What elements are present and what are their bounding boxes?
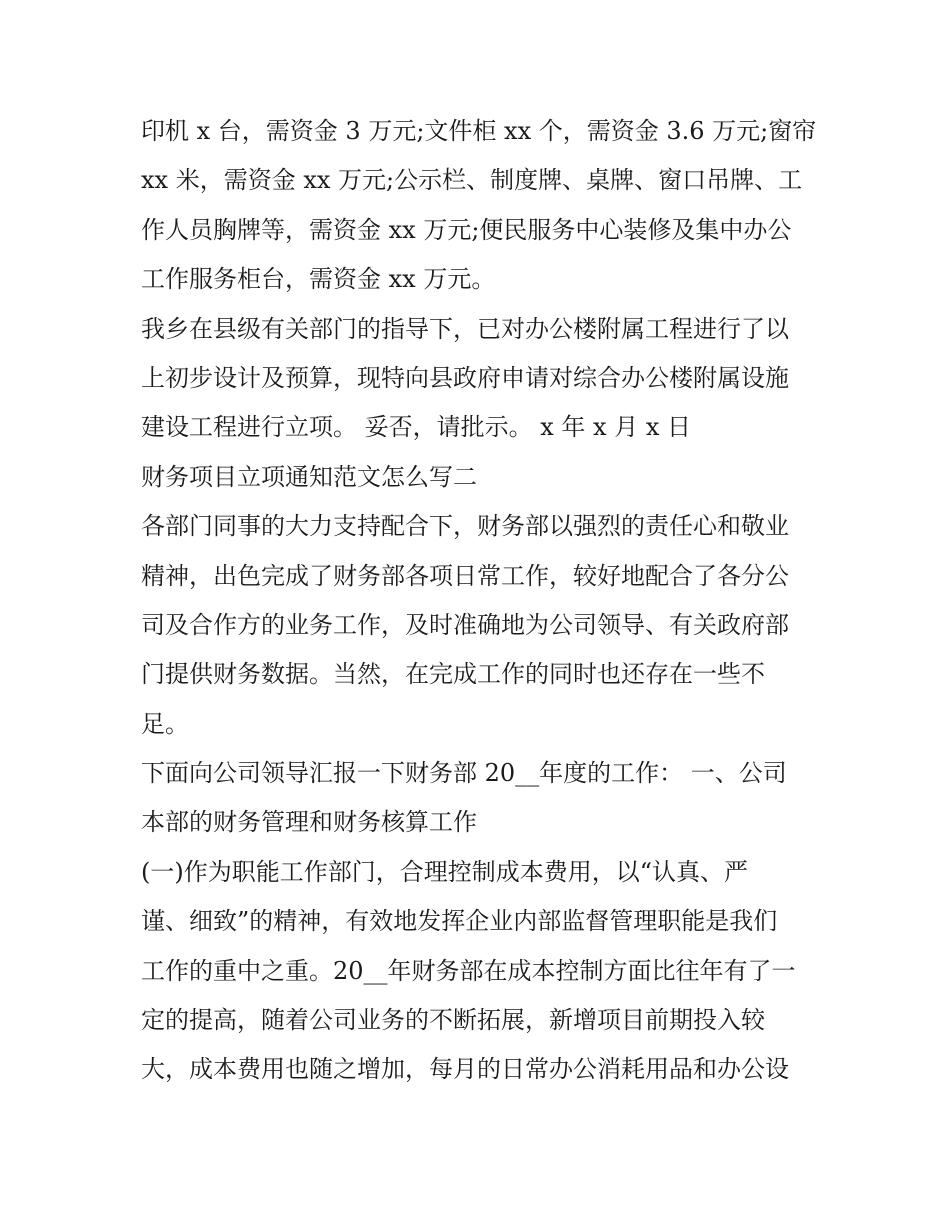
text-line: 门提供财务数据。当然，在完成工作的同时也还存在一些不: [141, 660, 765, 689]
text-line: 大，成本费用也随之增加，每月的日常办公消耗用品和办公设: [141, 1055, 789, 1084]
text-line: 谨、细致”的精神，有效地发挥企业内部监督管理职能是我们: [141, 907, 778, 936]
text-line: 我乡在县级有关部门的指导下，已对办公楼附属工程进行了以: [141, 314, 789, 343]
section-heading: 财务项目立项通知范文怎么写二: [141, 462, 477, 491]
text-line: 各部门同事的大力支持配合下，财务部以强烈的责任心和敬业: [141, 512, 789, 541]
text-line: 建设工程进行立项。 妥否，请批示。 x 年 x 月 x 日: [141, 413, 692, 442]
text-line: xx 米，需资金 xx 万元;公示栏、制度牌、桌牌、窗口吊牌、工: [141, 166, 803, 195]
text-line: 上初步设计及预算，现特向县政府申请对综合办公楼附属设施: [141, 363, 789, 392]
text-line: 司及合作方的业务工作，及时准确地为公司领导、有关政府部: [141, 610, 789, 639]
text-line: 足。: [141, 709, 189, 738]
document-body: [141, 107, 821, 1095]
text-line: 工作的重中之重。20__年财务部在成本控制方面比往年有了一: [141, 956, 796, 985]
text-line: 作人员胸牌等，需资金 xx 万元;便民服务中心装修及集中办公: [141, 215, 792, 244]
text-line: (一)作为职能工作部门，合理控制成本费用，以“认真、严: [141, 857, 748, 886]
text-line: 定的提高，随着公司业务的不断拓展，新增项目前期投入较: [141, 1006, 765, 1035]
text-line: 本部的财务管理和财务核算工作: [141, 808, 477, 837]
text-line: 下面向公司领导汇报一下财务部 20__年度的工作： 一、公司: [141, 759, 787, 788]
text-line: 精神，出色完成了财务部各项日常工作，较好地配合了各分公: [141, 561, 789, 590]
text-line: 印机 x 台，需资金 3 万元;文件柜 xx 个，需资金 3.6 万元;窗帘: [141, 117, 817, 145]
text-line: 工作服务柜台，需资金 xx 万元。: [141, 265, 496, 294]
